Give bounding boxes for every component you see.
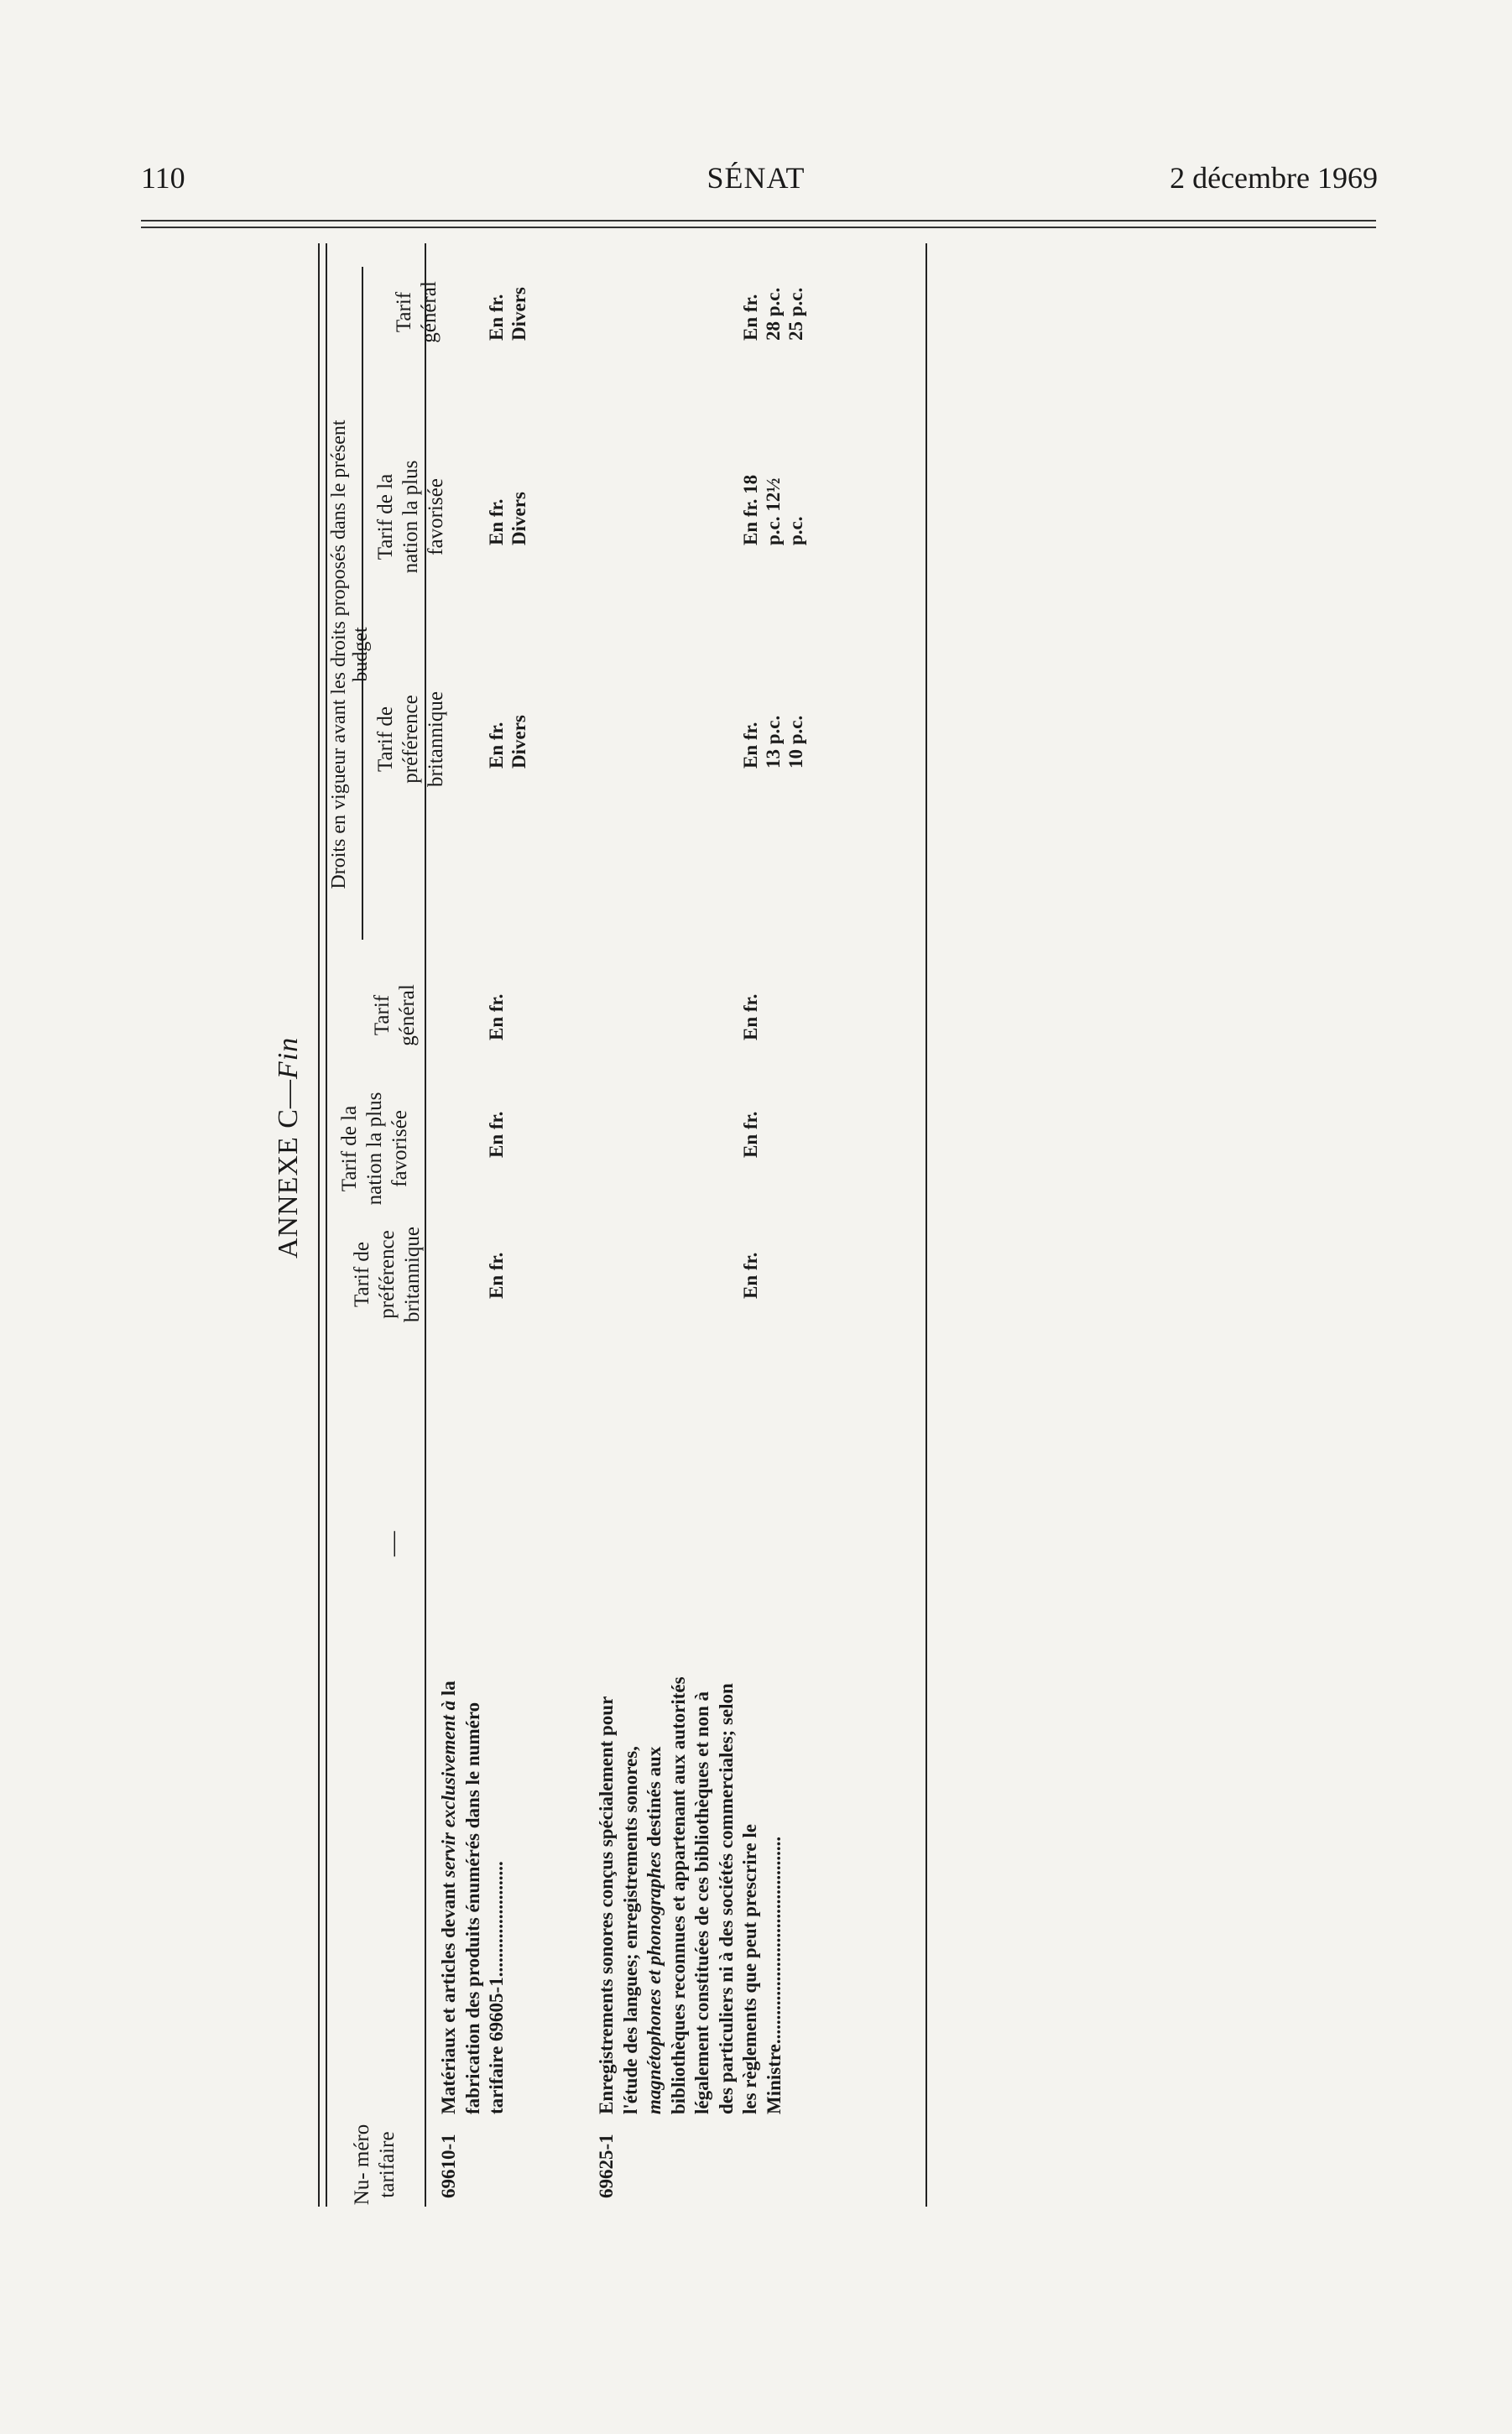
publication-title: SÉNAT (706, 161, 806, 195)
publication-date: 2 décembre 1969 (1170, 161, 1378, 195)
col-existing-mfn: Tarif de la nation la plus favorisée (374, 460, 447, 574)
value-proposed-general: En fr. (486, 993, 507, 1040)
col-proposed-mfn: Tarif de la nation la plus favorisée (338, 1092, 411, 1206)
value-existing-mfn: En fr. Divers (486, 492, 529, 545)
tariff-number-69625: 69625-1 (596, 2134, 617, 2198)
value-proposed-mfn: En fr. (740, 1111, 761, 1158)
value-existing-general: En fr. 28 p.c. 25 p.c. (740, 287, 806, 341)
row-description: Enregistrements sonores conçus spécialement pour l'étude des langues; enregistrements sonores, magnétophones et phonographes destinés aux bibliothèques reconnues et appartenant aux autorités légalement constituées de ces bibliothèques et non à des particuliers ni à des sociétés commerciales; selon les règlements que peut prescrire le Ministre........................................... (596, 1676, 785, 2114)
value-proposed-british: En fr. (486, 1252, 507, 1299)
value-existing-british: En fr. Divers (486, 715, 529, 769)
value-proposed-general: En fr. (740, 993, 761, 1040)
col-existing-british: Tarif de préférence britannique (374, 691, 447, 787)
table-top-rule (318, 243, 320, 2207)
table-top-rule-inner (326, 243, 327, 2207)
value-existing-mfn: En fr. 18 p.c. 12½ p.c. (740, 474, 806, 545)
col-group-existing: Droits en vigueur avant les droits proposés dans le présent budget (328, 420, 372, 889)
value-proposed-mfn: En fr. (486, 1111, 507, 1158)
annex-table-page (227, 243, 932, 2207)
table-bottom-rule (925, 243, 927, 2207)
header-rule-bottom (141, 227, 1376, 228)
page-number: 110 (141, 161, 185, 195)
row-description: Matériaux et articles devant servir exclusivement à la fabrication des produits énumérés dans le numéro tarifaire 69605-1........................ (438, 1681, 507, 2114)
value-existing-general: En fr. Divers (486, 287, 529, 341)
value-proposed-british: En fr. (740, 1252, 761, 1299)
col-proposed-general: Tarif général (371, 984, 419, 1046)
header-rule-top (141, 220, 1376, 222)
tariff-number-69610: 69610-1 (438, 2134, 459, 2198)
annex-title: ANNEXE C—Fin (273, 1036, 304, 1259)
col-proposed-british: Tarif de préférence britannique (351, 1227, 424, 1322)
col-description-dash: — (378, 1531, 406, 1556)
col-existing-general: Tarif général (393, 281, 441, 343)
value-existing-british: En fr. 13 p.c. 10 p.c. (740, 715, 806, 769)
col-tariff-number: Nu- méro tarifaire (351, 2124, 399, 2206)
